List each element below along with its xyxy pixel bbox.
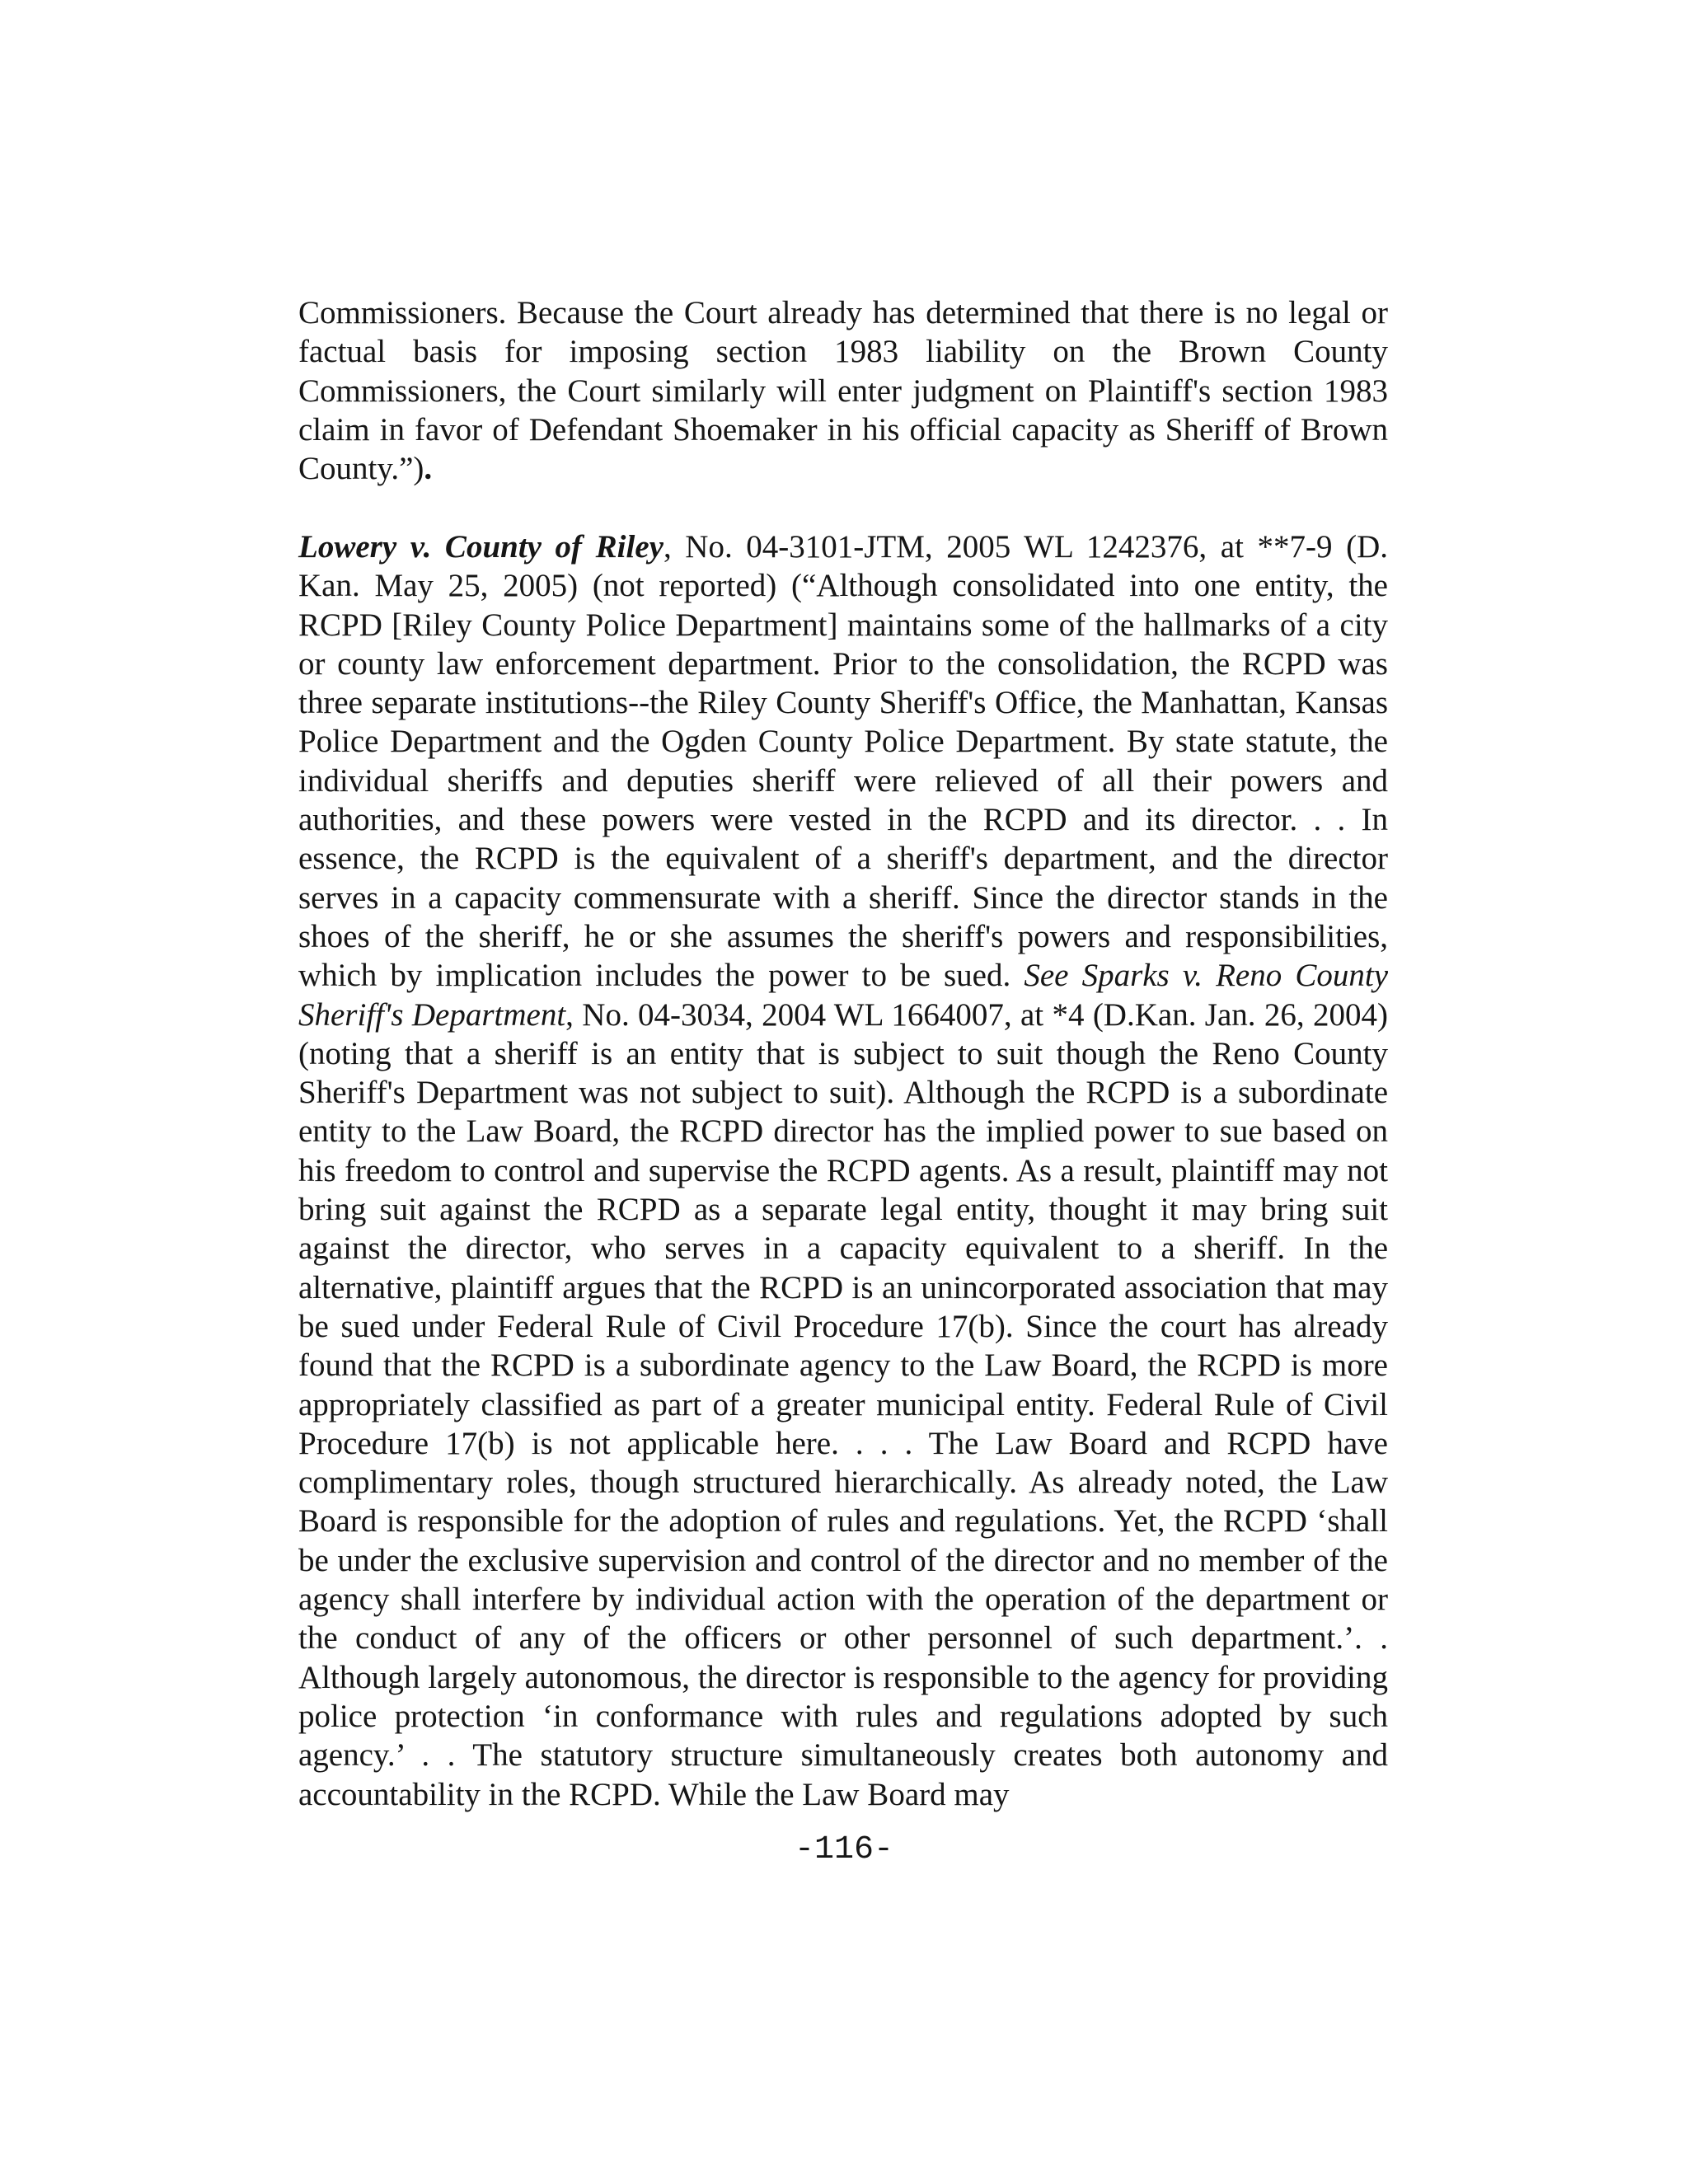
case-citation-paragraph bbox=[298, 527, 1388, 1814]
citation-text: , No. 04-3101-JTM, 2005 WL 1242376, at **7-9 (D. Kan. May 25, 2005) (not reported) (“Although consolidated into one entity, the RCPD [Riley County Police Department] maintains some of the hallmarks of a city or county law enforcement department. Prior to the consolidation, the RCPD was three separate institutions--the Riley County Sheriff's Office, the Manhattan, Kansas Police Department and the Ogden County Police Department. By state statute, the individual sheriffs and deputies sheriff were relieved of all their powers and authorities, and these powers were vested in the RCPD and its director. . . In essence, the RCPD is the equivalent of a sheriff's department, and the director serves in a capacity commensurate with a sheriff. Since the director stands in the shoes of the sheriff, he or she assumes the sheriff's powers and responsibilities, which by implication includes the power to be sued. bbox=[298, 529, 1388, 994]
page-number: -116- bbox=[794, 1831, 894, 1868]
case-name: Lowery v. County of Riley bbox=[298, 529, 663, 565]
closing-punctuation: . bbox=[424, 451, 433, 487]
see-citation: See Sparks v. Reno County Sheriff's Department bbox=[298, 958, 1388, 1033]
body-paragraph bbox=[298, 293, 1388, 488]
paragraph-text: Commissioners. Because the Court already has determined that there is no legal or factual basis for imposing section 1983 liability on the Brown County Commissioners, the Court similarly will enter judgment on Plaintiff's section 1983 claim in favor of Defendant Shoemaker in his official capacity as Sheriff of Brown County.”) bbox=[298, 295, 1388, 487]
citation-text-continued: , No. 04-3034, 2004 WL 1664007, at *4 (D.Kan. Jan. 26, 2004) (noting that a sheriff is an entity that is subject to suit though the Reno County Sheriff's Department was not subject to suit). Although the RCPD is a subordinate entity to the Law Board, the RCPD director has the implied power to sue based on his freedom to control and supervise the RCPD agents. As a result, plaintiff may not bring suit against the RCPD as a separate legal entity, thought it may bring suit against the director, who serves in a capacity equivalent to a sheriff. In the alternative, plaintiff argues that the RCPD is an unincorporated association that may be sued under Federal Rule of Civil Procedure 17(b). Since the court has already found that the RCPD is a subordinate agency to the Law Board, the RCPD is more appropriately classified as part of a greater municipal entity. Federal Rule of Civil Procedure 17(b) is not applicable here. . . . The Law Board and RCPD have complimentary roles, though structured hierarchically. As already noted, the Law Board is responsible for the adoption of rules and regulations. Yet, the RCPD ‘shall be under the exclusive supervision and control of the director and no member of the agency shall interfere by individual action with the operation of the department or the conduct of any of the officers or other personnel of such department.’. . Although largely autonomous, the director is responsible to the agency for providing police protection ‘in conformance with rules and regulations adopted by such agency.’ . . The statutory structure simultaneously creates both autonomy and accountability in the RCPD. While the Law Board may bbox=[298, 996, 1388, 1812]
